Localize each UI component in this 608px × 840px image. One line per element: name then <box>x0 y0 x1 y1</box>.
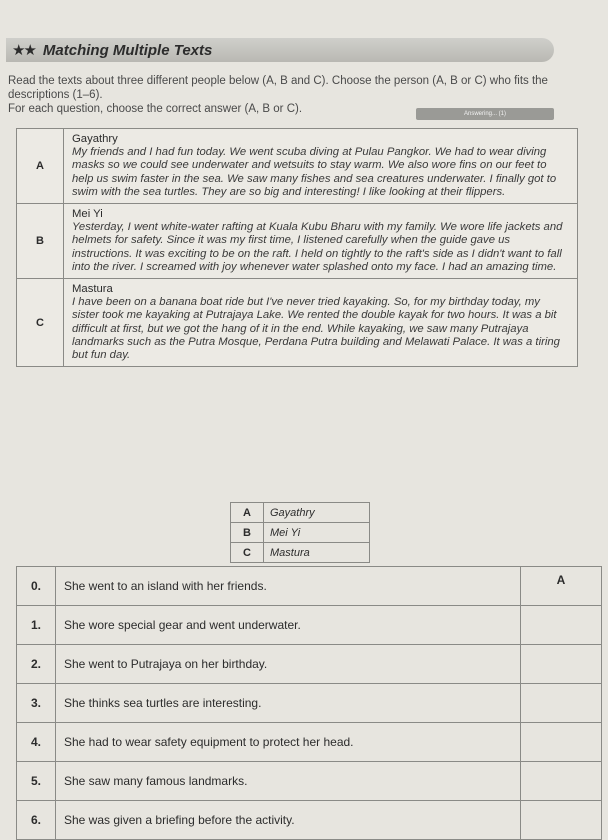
question-text: She was given a briefing before the activity. <box>56 801 521 840</box>
person-name: Mastura <box>72 283 113 296</box>
question-number: 5. <box>17 762 56 801</box>
text-content <box>64 204 578 279</box>
answer-cell[interactable] <box>521 723 602 762</box>
question-text: She thinks sea turtles are interesting. <box>56 684 521 723</box>
question-text: She wore special gear and went underwater. <box>56 606 521 645</box>
question-number: 1. <box>17 606 56 645</box>
text-letter: C <box>17 279 64 367</box>
instructions-line-1: Read the texts about three different people below (A, B and C). Choose the person (A, B or C) who fits the descriptions (1–6). <box>8 75 548 101</box>
person-name: Mei Yi <box>72 208 103 221</box>
text-content <box>64 129 578 204</box>
star-icon: ★★ <box>12 42 35 59</box>
answer-cell[interactable] <box>521 762 602 801</box>
question-row <box>17 801 602 840</box>
key-row <box>231 543 370 563</box>
question-number: 2. <box>17 645 56 684</box>
question-number: 3. <box>17 684 56 723</box>
question-row <box>17 645 602 684</box>
text-row-a <box>17 129 578 204</box>
key-name: Mastura <box>264 543 370 563</box>
question-row <box>17 567 602 606</box>
person-text: Yesterday, I went white-water rafting at Kuala Kubu Bharu with my family. We wore life jackets and helmets for safety. Since it was my first time, I listened carefully when the guide gave us instructions. It was exciting to be on the raft. I held on tightly to the raft's side as I didn't want to fall into the river. I screamed with joy whenever water splashed onto my face. I had an amazing time. <box>72 221 563 273</box>
question-row <box>17 723 602 762</box>
person-text: My friends and I had fun today. We went scuba diving at Pulau Pangkor. We had to wear diving masks so we could see underwater and wetsuits to stay warm. We also wore fins on our feet to help us swim faster in the sea. We saw many fishes and sea creatures underwater. I finally got to swim with the sea turtles. They are so big and interesting! I like looking at their flippers. <box>72 146 557 198</box>
question-number: 4. <box>17 723 56 762</box>
question-number: 0. <box>17 567 56 606</box>
question-text: She saw many famous landmarks. <box>56 762 521 801</box>
key-row <box>231 503 370 523</box>
text-letter: B <box>17 204 64 279</box>
question-row <box>17 762 602 801</box>
answer-cell[interactable] <box>521 684 602 723</box>
text-row-b <box>17 204 578 279</box>
text-row-c <box>17 279 578 367</box>
person-name: Gayathry <box>72 133 118 145</box>
example-label: Answering... (1) <box>416 108 554 120</box>
answer-cell[interactable] <box>521 801 602 840</box>
answer-cell[interactable] <box>521 606 602 645</box>
person-text: I have been on a banana boat ride but I've never tried kayaking. So, for my birthday today, my sister took me kayaking at Putrajaya Lake. We rented the double kayak for two hours. It was a bit difficult at first, but we got the hang of it in the end. While kayaking, we saw many Putrajaya landmarks such as the Putra Mosque, Perdana Putra building and Melawati Palace. It was a tiring but fun day. <box>72 296 560 362</box>
question-text: She went to Putrajaya on her birthday. <box>56 645 521 684</box>
question-row <box>17 606 602 645</box>
question-text: She went to an island with her friends. <box>56 567 521 606</box>
key-letter: B <box>231 523 264 543</box>
question-row <box>17 684 602 723</box>
key-name: Gayathry <box>264 503 370 523</box>
text-letter: A <box>17 129 64 204</box>
section-banner <box>6 38 554 62</box>
question-number: 6. <box>17 801 56 840</box>
answer-cell[interactable]: A <box>521 567 602 606</box>
question-text: She had to wear safety equipment to protect her head. <box>56 723 521 762</box>
texts-table <box>16 128 578 367</box>
text-content <box>64 279 578 367</box>
key-row <box>231 523 370 543</box>
answer-key-table <box>230 502 370 563</box>
key-letter: A <box>231 503 264 523</box>
answer-cell[interactable] <box>521 645 602 684</box>
page-title: Matching Multiple Texts <box>42 41 213 59</box>
instructions-line-2: For each question, choose the correct answer (A, B or C). <box>8 103 303 115</box>
key-letter: C <box>231 543 264 563</box>
key-name: Mei Yi <box>264 523 370 543</box>
questions-table <box>16 566 602 840</box>
